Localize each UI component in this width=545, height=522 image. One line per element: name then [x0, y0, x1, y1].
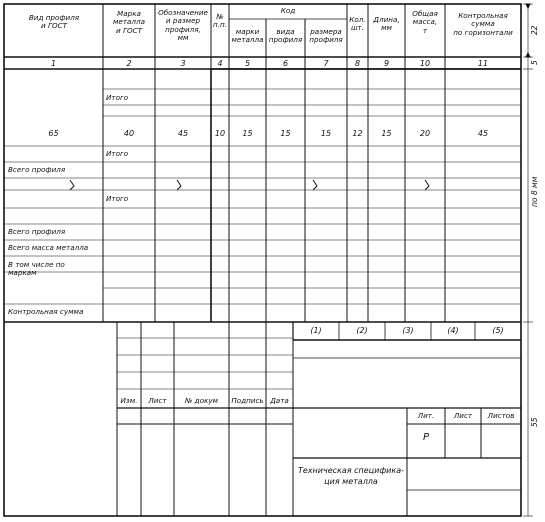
- width-col-11: 45: [477, 129, 489, 138]
- width-col-7: 15: [320, 129, 332, 138]
- header-oboznachenie: Обозначение и размер профиля, мм: [158, 8, 208, 43]
- col-number-1: 1: [50, 59, 57, 68]
- row-vsego-profilya-2: Всего профиля: [8, 227, 66, 236]
- width-col-1: 65: [48, 129, 59, 138]
- col-number-6: 6: [282, 59, 289, 68]
- header-nomer: № п.п.: [213, 12, 227, 30]
- header-kod: Код: [280, 6, 296, 15]
- header-marka-metalla: Марка металла и ГОСТ: [112, 9, 146, 35]
- row-itogo-3: Итого: [106, 194, 129, 203]
- summary-cell-3: (3): [402, 326, 414, 335]
- col-number-7: 7: [323, 59, 329, 68]
- col-number-9: 9: [383, 59, 390, 68]
- dim-55: 55: [530, 417, 539, 427]
- header-kontrolnaya-summa: Контрольная сумма по горизонтали: [453, 11, 513, 37]
- tb-izm: Изм.: [120, 396, 138, 405]
- tb-list2: Лист: [453, 411, 473, 420]
- col-number-8: 8: [354, 59, 361, 68]
- row-v-tom-chisle: В том числе по маркам: [8, 260, 65, 278]
- width-col-9: 15: [381, 129, 392, 138]
- dim-po-8-mm: по 8 мм: [530, 176, 539, 208]
- row-vsego-massa: Всего масса металла: [8, 243, 89, 252]
- header-vid-profilya: Вид профиля и ГОСТ: [28, 13, 80, 31]
- summary-cell-5: (5): [492, 326, 504, 335]
- header-dlina: Длина, мм: [373, 15, 400, 33]
- summary-cell-1: (1): [310, 326, 322, 335]
- width-col-5: 15: [242, 129, 253, 138]
- col-number-3: 3: [180, 59, 186, 68]
- row-itogo-2: Итого: [106, 149, 129, 158]
- width-col-6: 15: [280, 129, 291, 138]
- row-kontrolnaya-summa: Контрольная сумма: [8, 307, 84, 316]
- row-vsego-profilya-1: Всего профиля: [8, 165, 66, 174]
- tb-document-title: Техническая специфика- ция металла: [298, 466, 404, 486]
- dim-5: 5: [530, 60, 539, 66]
- tb-listov: Листов: [487, 411, 515, 420]
- header-kol: Кол. шт.: [349, 15, 366, 33]
- summary-cell-4: (4): [447, 326, 459, 335]
- dim-22: 22: [530, 25, 539, 35]
- outer-frame: [4, 4, 521, 516]
- col-number-4: 4: [217, 59, 223, 68]
- header-obshaya-massa: Общая масса, т: [412, 9, 438, 35]
- tb-n-dokum: № докум: [184, 396, 219, 405]
- width-col-8: 12: [352, 129, 363, 138]
- col-number-2: 2: [126, 59, 132, 68]
- summary-cell-2: (2): [356, 326, 368, 335]
- col-number-5: 5: [244, 59, 251, 68]
- col-number-11: 11: [477, 59, 489, 68]
- tb-lit-value: Р: [423, 432, 430, 443]
- width-col-2: 40: [123, 129, 135, 138]
- width-col-4: 10: [214, 129, 226, 138]
- col-number-10: 10: [419, 59, 431, 68]
- row-itogo-1: Итого: [106, 93, 129, 102]
- tb-podpis: Подпись: [231, 396, 264, 405]
- width-col-3: 45: [177, 129, 189, 138]
- tb-list: Лист: [148, 396, 167, 405]
- tb-lit: Лит.: [417, 411, 435, 420]
- header-kod-razmera: размера профиля: [309, 27, 343, 45]
- header-kod-vida: вида профиля: [268, 27, 303, 45]
- width-col-10: 20: [419, 129, 431, 138]
- tb-data: Дата: [270, 396, 289, 405]
- header-kod-marki: марки металла: [231, 27, 264, 45]
